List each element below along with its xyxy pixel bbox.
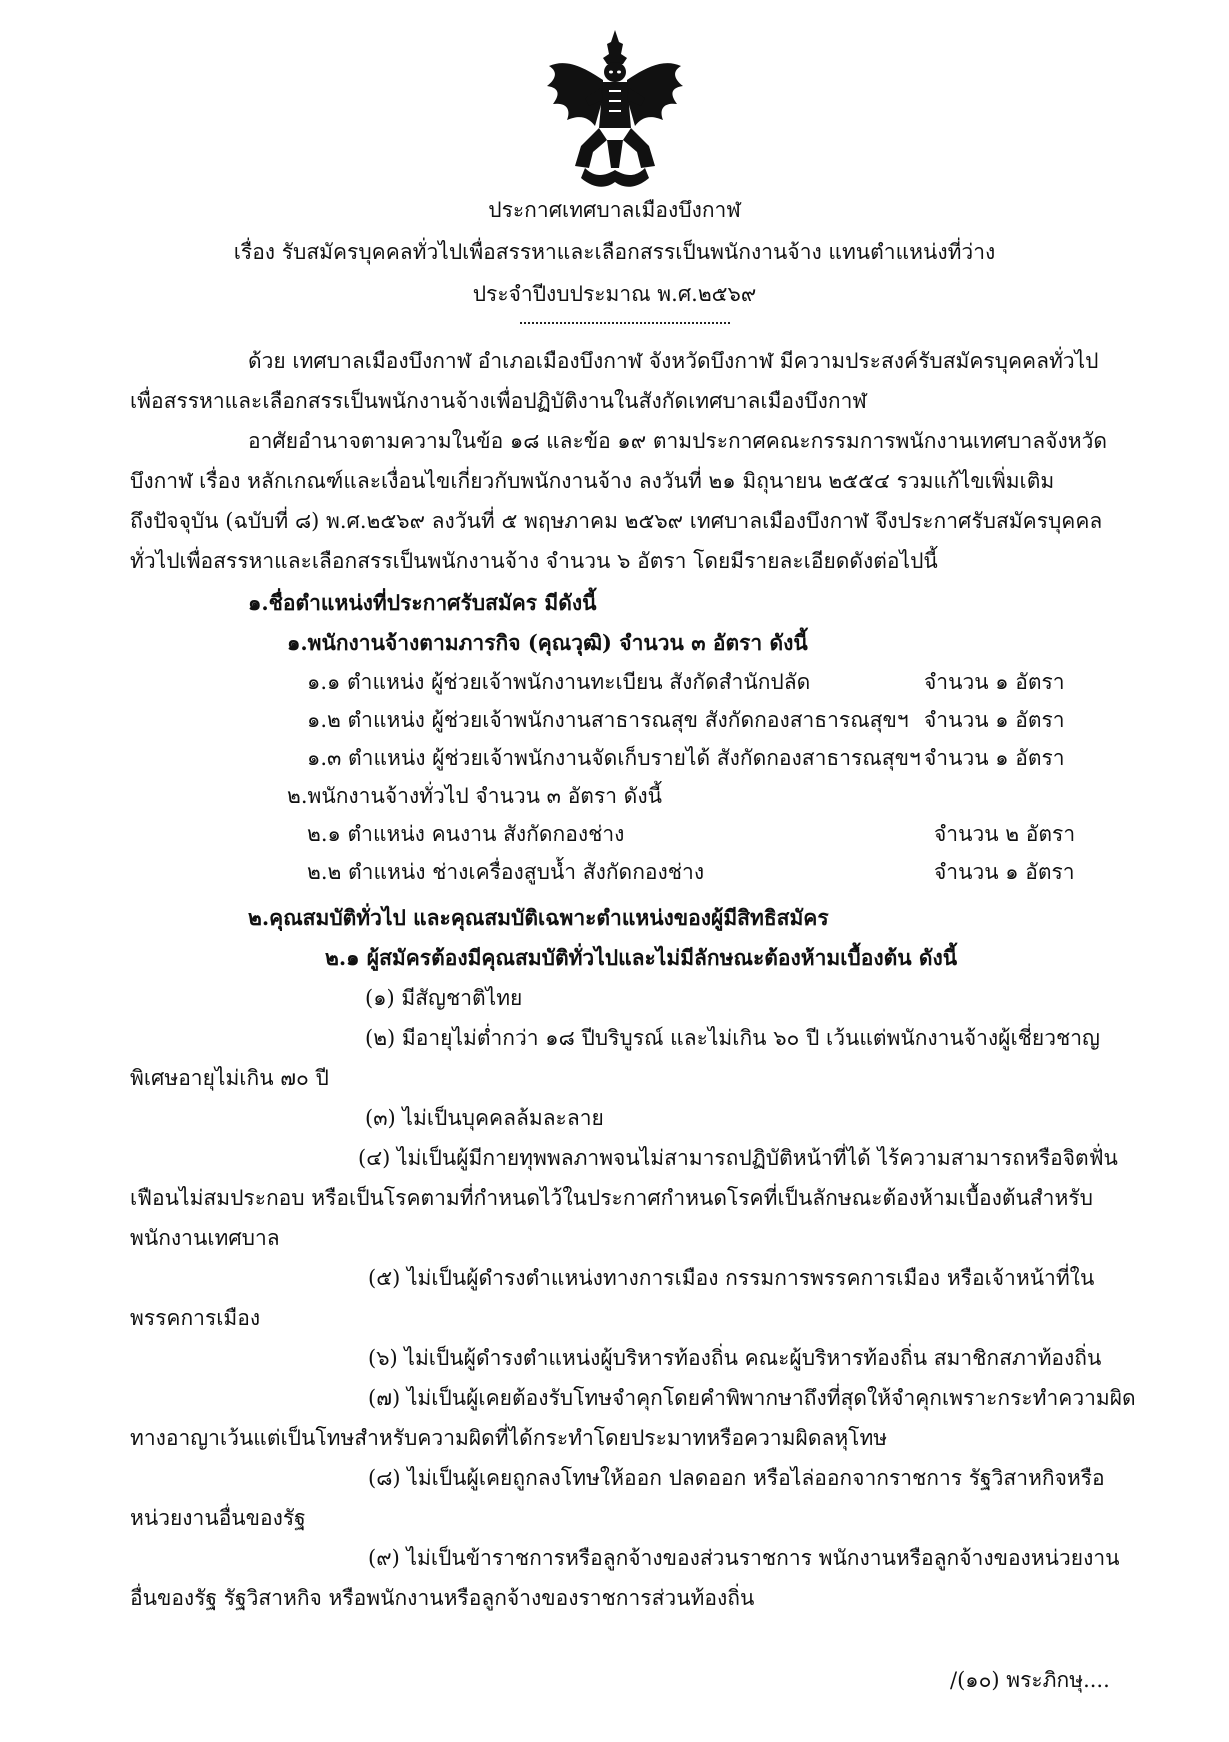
announcement-title: ประกาศเทศบาลเมืองบึงกาฬ bbox=[488, 198, 741, 222]
section-1-heading: ๑.ชื่อตำแหน่งที่ประกาศรับสมัคร มีดังนี้ bbox=[248, 590, 597, 615]
qualification-4-line-3: พนักงานเทศบาล bbox=[130, 1226, 280, 1250]
position-amount: จำนวน ๑ อัตรา bbox=[924, 670, 1065, 694]
intro-paragraph-2-line-1: อาศัยอำนาจตามความในข้อ ๑๘ และข้อ ๑๙ ตามประกาศคณะกรรมการพนักงานเทศบาลจังหวัด bbox=[248, 429, 1108, 453]
fiscal-year: ประจำปีงบประมาณ พ.ศ.๒๕๖๙ bbox=[472, 282, 757, 306]
qualification-5-line-1: (๕) ไม่เป็นผู้ดำรงตำแหน่งทางการเมือง กรรมการพรรคการเมือง หรือเจ้าหน้าที่ใน bbox=[368, 1266, 1095, 1290]
qualification-2-line-2: พิเศษอายุไม่เกิน ๗๐ ปี bbox=[130, 1066, 329, 1090]
garuda-emblem-icon bbox=[545, 28, 685, 193]
qualification-8-line-2: หน่วยงานอื่นของรัฐ bbox=[130, 1506, 306, 1530]
qualification-9-line-1: (๙) ไม่เป็นข้าราชการหรือลูกจ้างของส่วนราชการ พนักงานหรือลูกจ้างของหน่วยงาน bbox=[368, 1546, 1120, 1570]
qualification-1: (๑) มีสัญชาติไทย bbox=[365, 986, 523, 1010]
intro-paragraph-2-line-3: ถึงปัจจุบัน (ฉบับที่ ๘) พ.ศ.๒๕๖๙ ลงวันที่ ๕ พฤษภาคม ๒๕๖๙ เทศบาลเมืองบึงกาฬ จึงประกาศรับสมัครบุคคล bbox=[130, 509, 1103, 533]
divider-dots bbox=[520, 322, 730, 324]
qualification-5-line-2: พรรคการเมือง bbox=[130, 1306, 261, 1330]
position-label: ๒.๒ ตำแหน่ง ช่างเครื่องสูบน้ำ สังกัดกองช่าง bbox=[307, 860, 705, 884]
qualification-4-line-2: เฟือนไม่สมประกอบ หรือเป็นโรคตามที่กำหนดไว้ในประกาศกำหนดโรคที่เป็นลักษณะต้องห้ามเบื้องต้นสำหรับ bbox=[130, 1186, 1093, 1210]
qualification-7-line-2: ทางอาญาเว้นแต่เป็นโทษสำหรับความผิดที่ได้กระทำโดยประมาทหรือความผิดลหุโทษ bbox=[130, 1426, 888, 1450]
qualification-2-line-1: (๒) มีอายุไม่ต่ำกว่า ๑๘ ปีบริบูรณ์ และไม่เกิน ๖๐ ปี เว้นแต่พนักงานจ้างผู้เชี่ยวชาญ bbox=[365, 1026, 1100, 1050]
section-2-1-heading: ๒.๑ ผู้สมัครต้องมีคุณสมบัติทั่วไปและไม่มีลักษณะต้องห้ามเบื้องต้น ดังนี้ bbox=[325, 945, 958, 970]
announcement-subject: เรื่อง รับสมัครบุคคลทั่วไปเพื่อสรรหาและเลือกสรรเป็นพนักงานจ้าง แทนตำแหน่งที่ว่าง bbox=[233, 240, 996, 264]
position-label: ๑.๒ ตำแหน่ง ผู้ช่วยเจ้าพนักงานสาธารณสุข สังกัดกองสาธารณสุขฯ bbox=[307, 708, 909, 732]
intro-paragraph-1-line-2: เพื่อสรรหาและเลือกสรรเป็นพนักงานจ้างเพื่อปฏิบัติงานในสังกัดเทศบาลเมืองบึงกาฬ bbox=[130, 389, 867, 413]
position-amount: จำนวน ๑ อัตรา bbox=[924, 746, 1065, 770]
section-1-group-1-heading: ๑.พนักงานจ้างตามภารกิจ (คุณวุฒิ) จำนวน ๓ อัตรา ดังนี้ bbox=[287, 630, 808, 655]
section-1-group-2-heading: ๒.พนักงานจ้างทั่วไป จำนวน ๓ อัตรา ดังนี้ bbox=[287, 784, 662, 808]
position-label: ๑.๑ ตำแหน่ง ผู้ช่วยเจ้าพนักงานทะเบียน สังกัดสำนักปลัด bbox=[307, 670, 811, 694]
intro-paragraph-2-line-2: บึงกาฬ เรื่อง หลักเกณฑ์และเงื่อนไขเกี่ยวกับพนักงานจ้าง ลงวันที่ ๒๑ มิถุนายน ๒๕๕๔ รวมแก้ไขเพิ่มเติม bbox=[130, 469, 1055, 493]
qualification-7-line-1: (๗) ไม่เป็นผู้เคยต้องรับโทษจำคุกโดยคำพิพากษาถึงที่สุดให้จำคุกเพราะกระทำความผิด bbox=[368, 1386, 1136, 1410]
position-amount: จำนวน ๑ อัตรา bbox=[934, 860, 1075, 884]
qualification-9-line-2: อื่นของรัฐ รัฐวิสาหกิจ หรือพนักงานหรือลูกจ้างของราชการส่วนท้องถิ่น bbox=[130, 1586, 755, 1610]
position-label: ๒.๑ ตำแหน่ง คนงาน สังกัดกองช่าง bbox=[307, 822, 625, 846]
position-label: ๑.๓ ตำแหน่ง ผู้ช่วยเจ้าพนักงานจัดเก็บรายได้ สังกัดกองสาธารณสุขฯ bbox=[307, 746, 921, 770]
section-2-heading: ๒.คุณสมบัติทั่วไป และคุณสมบัติเฉพาะตำแหน่งของผู้มีสิทธิสมัคร bbox=[248, 905, 829, 930]
intro-paragraph-2-line-4: ทั่วไปเพื่อสรรหาและเลือกสรรเป็นพนักงานจ้าง จำนวน ๖ อัตรา โดยมีรายละเอียดดังต่อไปนี้ bbox=[130, 549, 938, 573]
intro-paragraph-1-line-1: ด้วย เทศบาลเมืองบึงกาฬ อำเภอเมืองบึงกาฬ จังหวัดบึงกาฬ มีความประสงค์รับสมัครบุคคลทั่วไป bbox=[248, 349, 1099, 373]
qualification-8-line-1: (๘) ไม่เป็นผู้เคยถูกลงโทษให้ออก ปลดออก หรือไล่ออกจากราชการ รัฐวิสาหกิจหรือ bbox=[368, 1466, 1105, 1490]
qualification-3: (๓) ไม่เป็นบุคคลล้มละลาย bbox=[365, 1106, 604, 1130]
qualification-6: (๖) ไม่เป็นผู้ดำรงตำแหน่งผู้บริหารท้องถิ่น คณะผู้บริหารท้องถิ่น สมาชิกสภาท้องถิ่น bbox=[368, 1346, 1102, 1370]
page-continuation: /(๑๐) พระภิกษุ.... bbox=[950, 1668, 1110, 1692]
position-amount: จำนวน ๑ อัตรา bbox=[924, 708, 1065, 732]
position-amount: จำนวน ๒ อัตรา bbox=[934, 822, 1076, 846]
qualification-4-line-1: (๔) ไม่เป็นผู้มีกายทุพพลภาพจนไม่สามารถปฏิบัติหน้าที่ได้ ไร้ความสามารถหรือจิตฟั่น bbox=[358, 1146, 1118, 1170]
